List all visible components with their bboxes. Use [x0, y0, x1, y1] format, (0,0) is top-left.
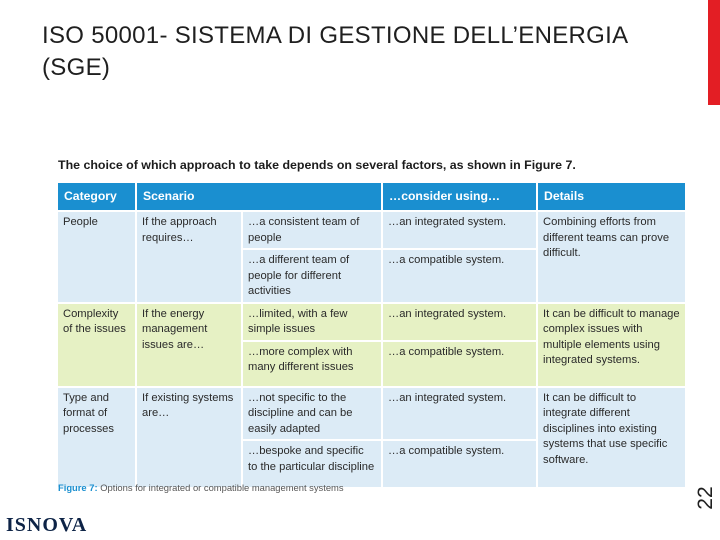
condition-cell: …more complex with many different issues	[242, 341, 382, 387]
details-cell: Combining efforts from different teams can prove difficult.	[537, 211, 686, 303]
header-category: Category	[57, 182, 136, 211]
consider-cell: …an integrated system.	[382, 303, 537, 341]
options-table	[56, 181, 687, 489]
scenario-cell: If existing systems are…	[136, 387, 242, 489]
category-cell: People	[57, 211, 136, 303]
caption-text: Options for integrated or compatible management systems	[100, 482, 344, 493]
scenario-cell: If the energy management issues are…	[136, 303, 242, 387]
slide-title: ISO 50001- SISTEMA DI GESTIONE DELL’ENERGIA (SGE)	[42, 22, 628, 81]
table-row	[57, 387, 686, 441]
condition-cell: …bespoke and specific to the particular discipline	[242, 440, 382, 488]
header-consider: …consider using…	[382, 182, 537, 211]
details-cell: It can be difficult to manage complex issues with multiple elements using integrated systems.	[537, 303, 686, 387]
consider-cell: …a compatible system.	[382, 440, 537, 488]
header-details: Details	[537, 182, 686, 211]
consider-cell: …a compatible system.	[382, 249, 537, 303]
condition-cell: …a consistent team of people	[242, 211, 382, 249]
category-cell: Type and format of processes	[57, 387, 136, 489]
condition-cell: …a different team of people for different activities	[242, 249, 382, 303]
isnova-logo: ISNOVA	[6, 514, 88, 536]
table-row	[57, 211, 686, 249]
header-scenario: Scenario	[136, 182, 382, 211]
details-cell: It can be difficult to integrate different disciplines into existing systems that use specific software.	[537, 387, 686, 489]
figure-caption	[58, 482, 658, 493]
consider-cell: …a compatible system.	[382, 341, 537, 387]
table-header-row	[57, 182, 686, 211]
scenario-cell: If the approach requires…	[136, 211, 242, 303]
condition-cell: …not specific to the discipline and can be easily adapted	[242, 387, 382, 441]
figure-intro: The choice of which approach to take depends on several factors, as shown in Figure 7.	[58, 158, 576, 172]
slide-number: 22	[694, 486, 717, 510]
caption-label: Figure 7:	[58, 482, 98, 493]
condition-cell: …limited, with a few simple issues	[242, 303, 382, 341]
consider-cell: …an integrated system.	[382, 211, 537, 249]
consider-cell: …an integrated system.	[382, 387, 537, 441]
table-row	[57, 303, 686, 341]
accent-bar	[708, 0, 720, 105]
category-cell: Complexity of the issues	[57, 303, 136, 387]
